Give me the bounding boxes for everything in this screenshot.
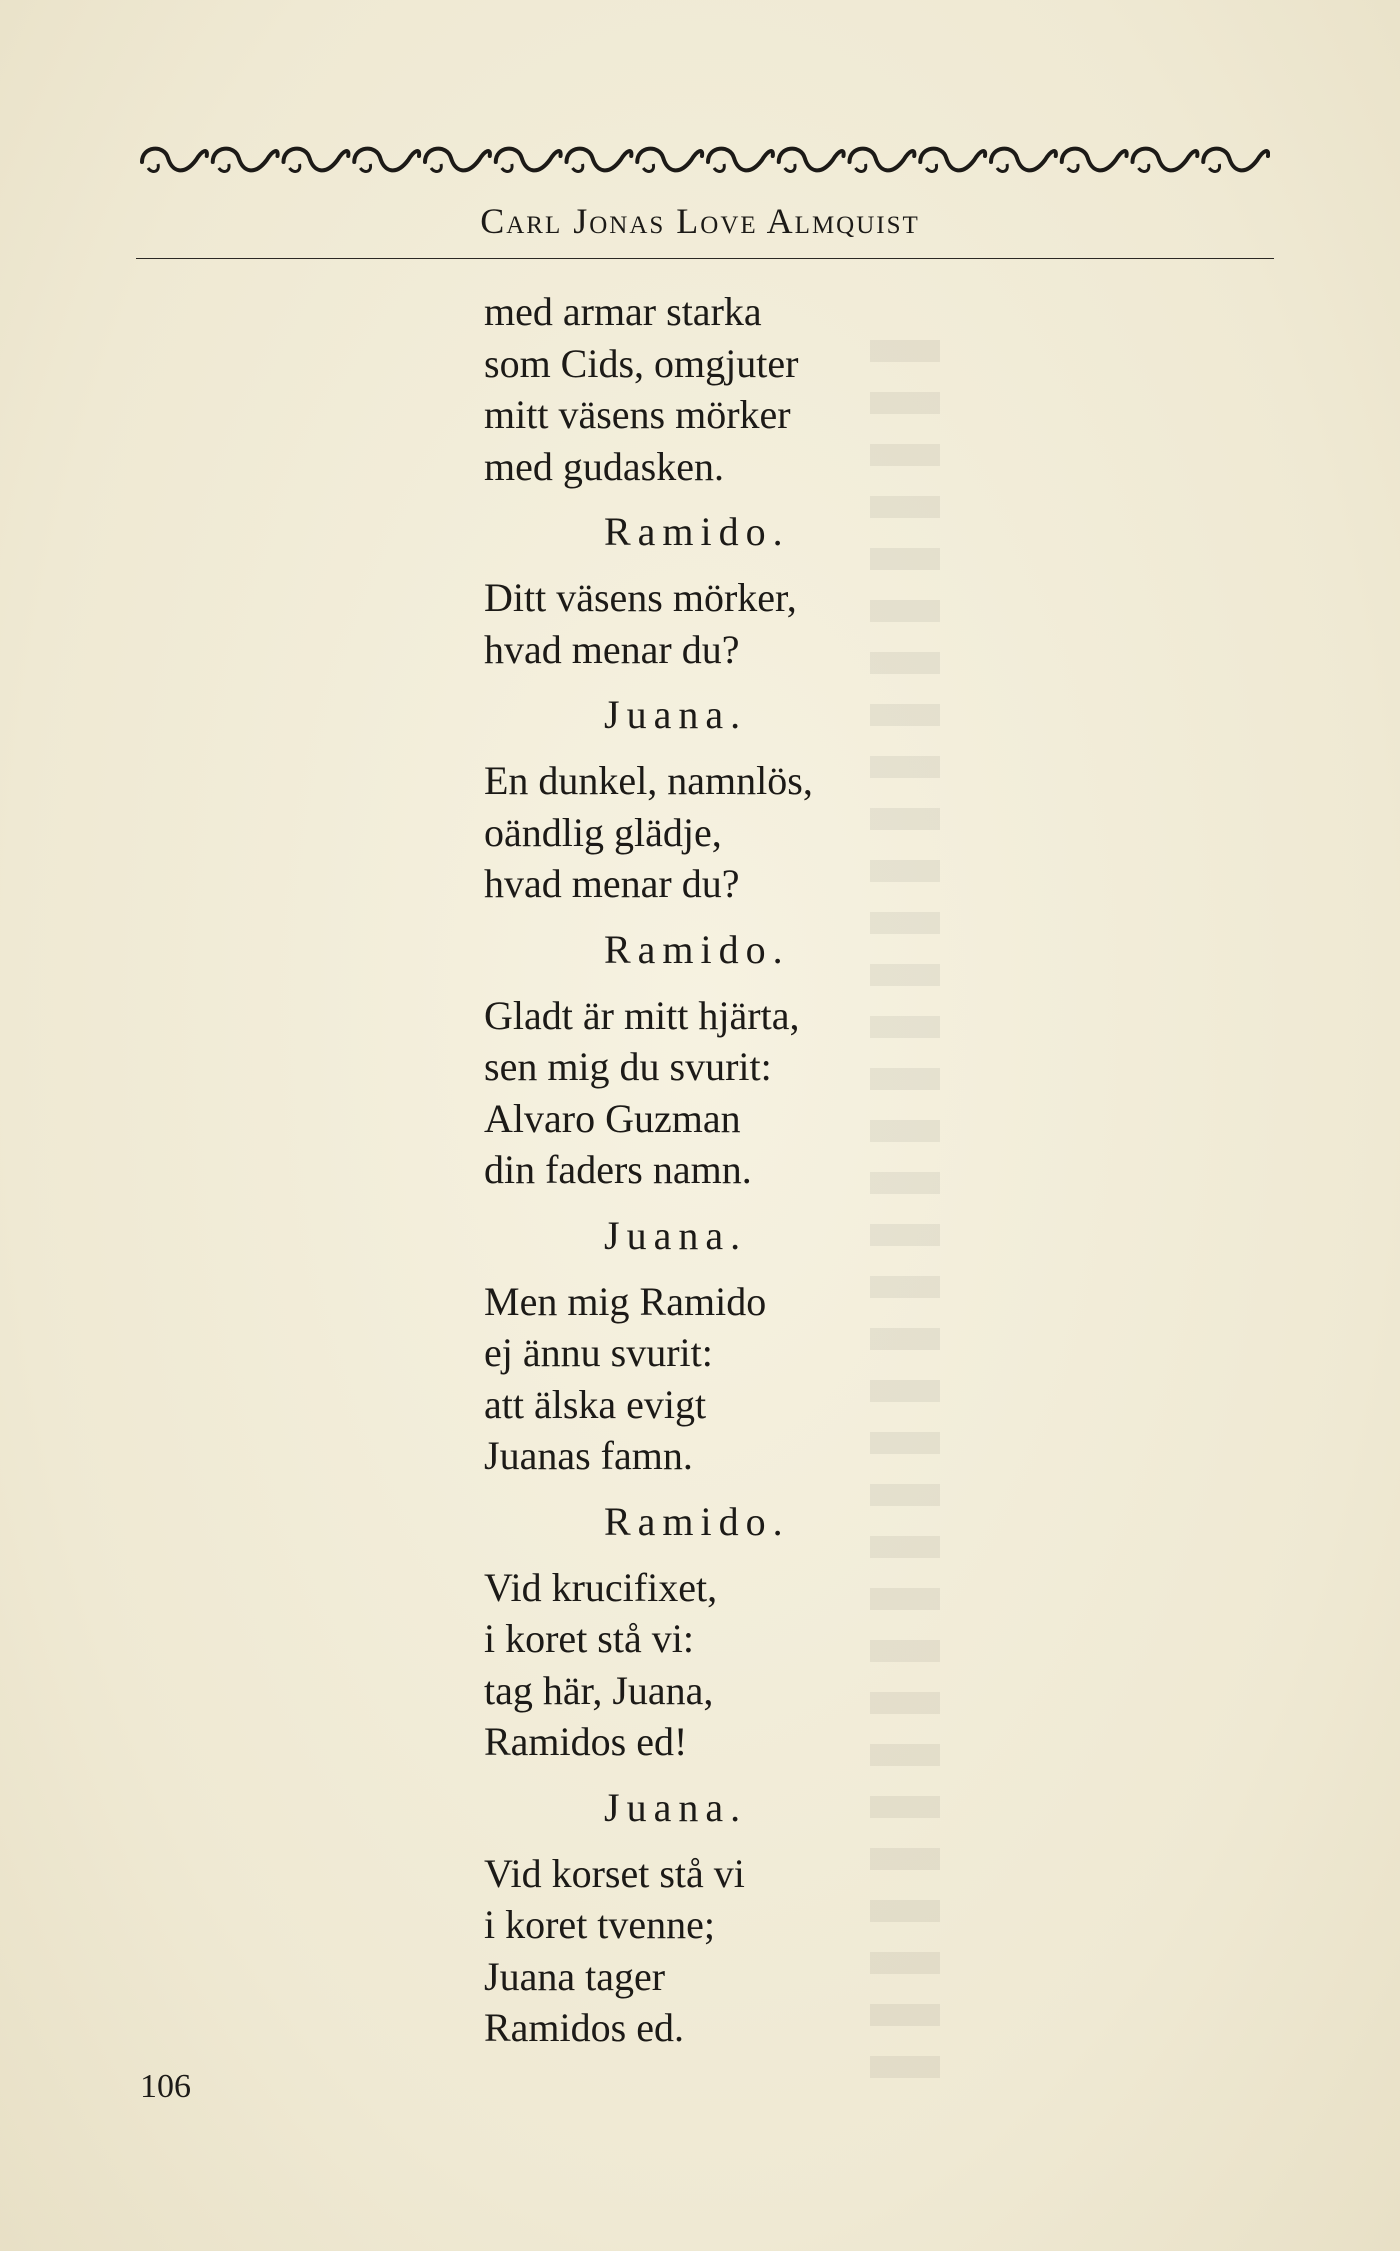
verse-line: Ramidos ed! bbox=[484, 1719, 688, 1764]
page-number: 106 bbox=[140, 2068, 191, 2105]
speaker-name: Ramido. bbox=[604, 926, 790, 972]
verse-line: Vid krucifixet, bbox=[484, 1564, 718, 1610]
verse-line: ej ännu svurit: bbox=[484, 1330, 713, 1375]
wave-scroll-border-icon bbox=[138, 138, 1270, 182]
speaker-name: Ramido. bbox=[604, 509, 790, 554]
verse-line: Gladt är mitt hjärta, bbox=[484, 992, 800, 1038]
stanza-2 bbox=[484, 506, 1004, 675]
stanza-6 bbox=[484, 1496, 1004, 1768]
stanza-5 bbox=[484, 1210, 1004, 1482]
verse-line: Men mig Ramido bbox=[484, 1278, 767, 1324]
verse-line: som Cids, omgjuter bbox=[484, 340, 799, 386]
verse-line: i koret stå vi: bbox=[484, 1616, 694, 1661]
verse-line: Vid korset stå vi bbox=[484, 1850, 745, 1896]
verse-line: Alvaro Guzman bbox=[484, 1095, 741, 1141]
stanza-3 bbox=[484, 689, 1004, 910]
verse-line: oändlig glädje, bbox=[484, 809, 722, 855]
verse-line: Ramidos ed. bbox=[484, 2005, 684, 2050]
verse-line: att älska evigt bbox=[484, 1381, 707, 1427]
verse-line: hvad menar du? bbox=[484, 626, 740, 672]
stanza-4 bbox=[484, 924, 1004, 1196]
verse-line: Juanas famn. bbox=[484, 1433, 693, 1478]
verse-line: Ditt väsens mörker, bbox=[484, 575, 797, 620]
verse-line: tag här, Juana, bbox=[484, 1667, 714, 1713]
verse-line: hvad menar du? bbox=[484, 861, 740, 906]
speaker-name: Juana. bbox=[604, 1784, 748, 1830]
verse-line: din faders namn. bbox=[484, 1147, 752, 1192]
verse-line: Juana tager bbox=[484, 1953, 666, 1999]
running-title: Carl Jonas Love Almquist bbox=[480, 201, 920, 241]
stanza-7 bbox=[484, 1782, 1004, 2054]
poem-body bbox=[484, 286, 1004, 2054]
speaker-name: Juana. bbox=[604, 692, 748, 737]
verse-line: sen mig du svurit: bbox=[484, 1044, 772, 1089]
speaker-name: Juana. bbox=[604, 1212, 748, 1258]
verse-line: mitt väsens mörker bbox=[484, 392, 791, 437]
verse-line: En dunkel, namnlös, bbox=[484, 758, 813, 803]
verse-line: med armar starka bbox=[484, 289, 762, 334]
header-rule bbox=[136, 258, 1274, 259]
stanza-1 bbox=[484, 286, 1004, 492]
speaker-name: Ramido. bbox=[604, 1498, 790, 1544]
verse-line: i koret tvenne; bbox=[484, 1902, 716, 1947]
verse-line: med gudasken. bbox=[484, 443, 724, 489]
